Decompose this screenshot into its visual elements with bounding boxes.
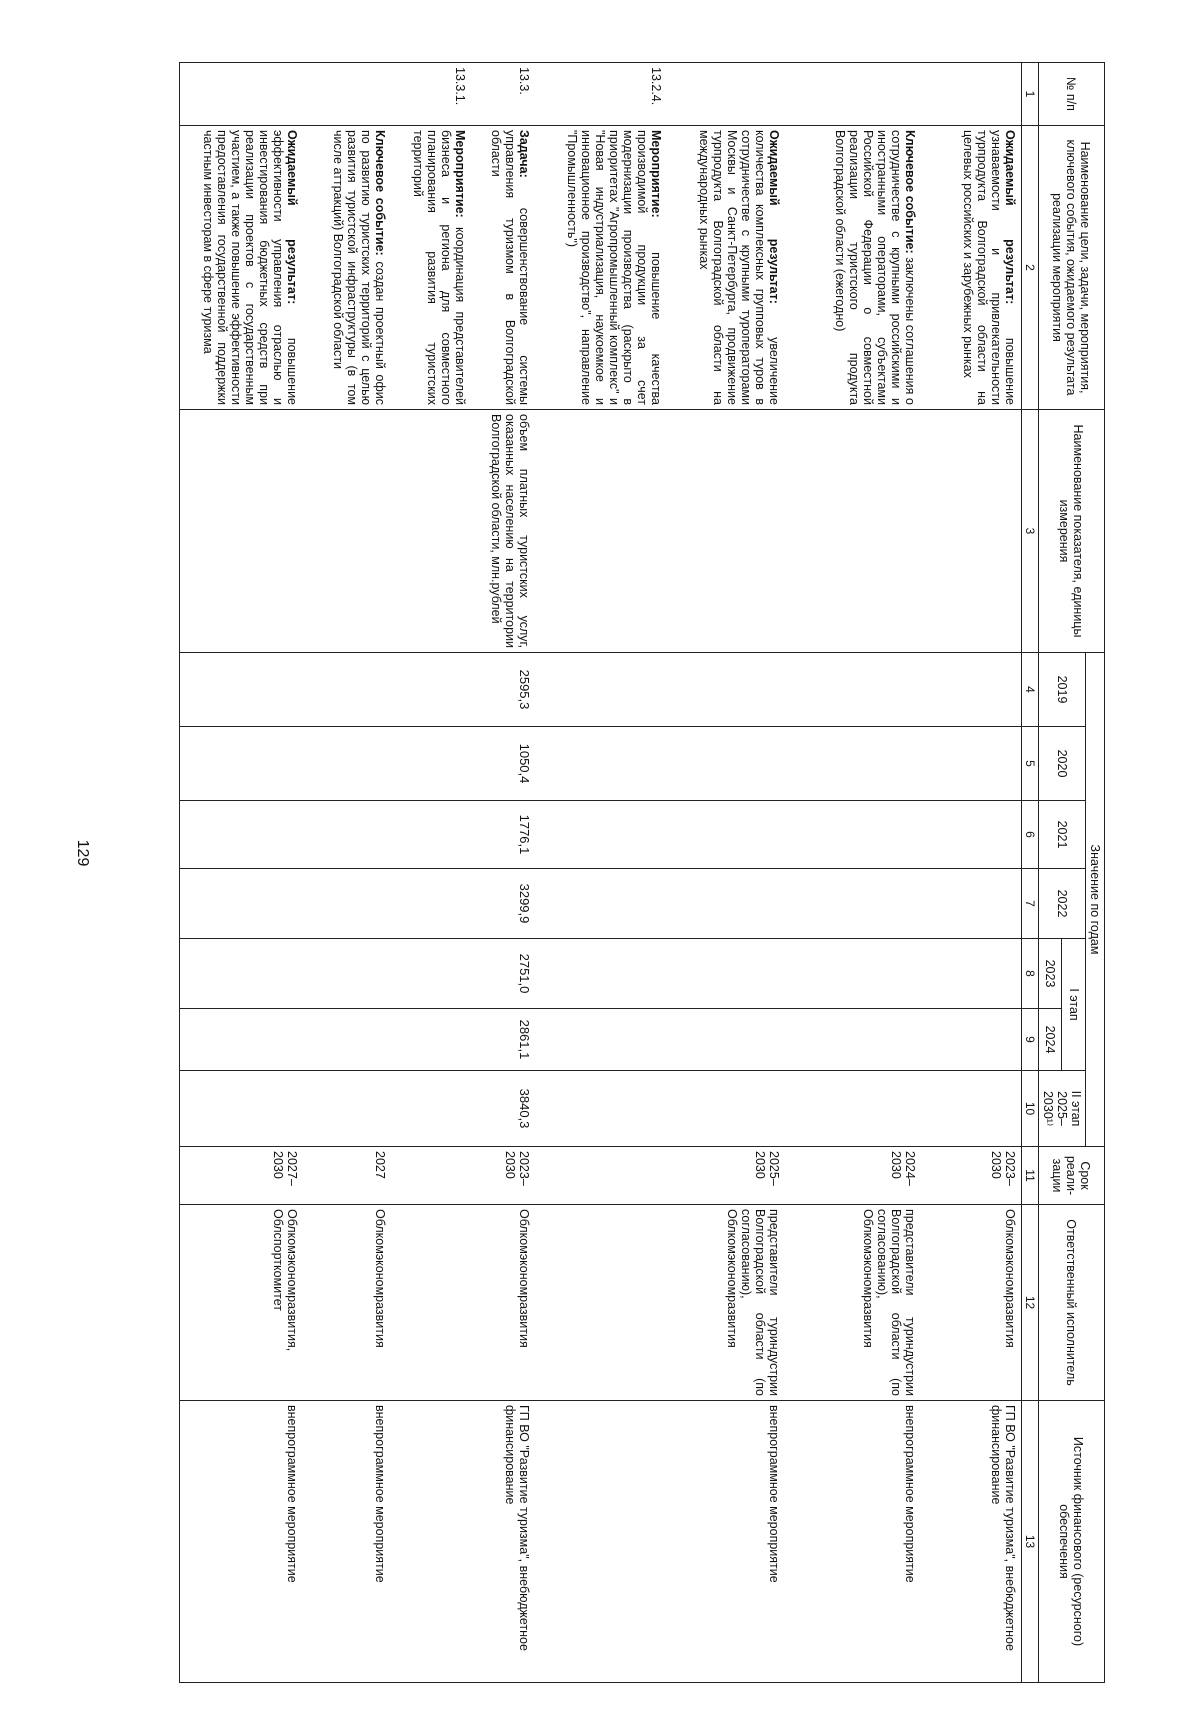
value-2021 — [392, 801, 472, 869]
page-number: 129 — [74, 839, 91, 867]
row-name — [668, 126, 786, 410]
value-2023 — [392, 939, 472, 1009]
col-number: 5 — [1022, 727, 1039, 801]
value-2024 — [536, 1009, 668, 1071]
value-2020 — [392, 727, 472, 801]
value-2021 — [668, 801, 786, 869]
row-exec: представители туриндустрии Волгоградской области (по согласованию), Облкомэкономразвития — [668, 1205, 786, 1401]
row-indicator — [304, 410, 392, 653]
col-number: 6 — [1022, 801, 1039, 869]
value-2022 — [786, 869, 922, 939]
value-2019 — [392, 653, 472, 727]
row-exec: представители туриндустрии Волгоградской области (по согласованию), Облкомэкономразвития — [786, 1205, 922, 1401]
value-2019 — [786, 653, 922, 727]
row-label: Ключевое событие: — [373, 130, 388, 256]
row-indicator — [922, 410, 1022, 653]
value-2025-2030 — [922, 1071, 1022, 1147]
row-exec: Облкомэкономразвития — [304, 1205, 392, 1401]
row-term: 2024–2030 — [786, 1147, 922, 1205]
row-label: Ключевое событие: — [903, 130, 918, 254]
row-term — [536, 1147, 668, 1205]
row-exec: Облкомэкономразвития, Облспорткомитет — [180, 1205, 304, 1401]
row-source: внепрограммное мероприятие — [304, 1401, 392, 1683]
header-2023: 2023 — [1039, 939, 1063, 1009]
row-term — [392, 1147, 472, 1205]
row-exec — [536, 1205, 668, 1401]
row-source — [536, 1401, 668, 1683]
value-2019 — [536, 653, 668, 727]
header-2024: 2024 — [1039, 1009, 1063, 1071]
value-2021 — [536, 801, 668, 869]
row-label: Мероприятие: — [649, 130, 664, 218]
value-2021: 1776,1 — [472, 801, 536, 869]
row-text: создан проектный офис по развитию туристских территорий с целью развития туристской инфраструктуры (в том числе аттракций) Волгоградской области — [331, 130, 388, 405]
header-exec: Ответственный исполнитель — [1039, 1205, 1105, 1401]
row-text: повышение качества производимой продукции за счет модернизации производства (раскрыто в приоритетах "Агропромышленный комплекс" и "Новая индустриализация, наукоемкое и инновационное производство", направление "Промышленность") — [565, 130, 664, 405]
row-num — [668, 63, 786, 126]
row-term: 2027 — [304, 1147, 392, 1205]
table-row — [392, 63, 472, 1683]
value-2023 — [786, 939, 922, 1009]
row-label: Ожидаемый результат: — [1003, 130, 1017, 305]
row-text: увеличение количества комплексных групповых туров в сотрудничестве с крупными туроператорами Москвы и Санкт-Петербурга, продвижение турпродукта Волгоградской области на международных рынках — [697, 130, 782, 405]
value-2023 — [922, 939, 1022, 1009]
value-2025-2030 — [392, 1071, 472, 1147]
value-2025-2030 — [304, 1071, 392, 1147]
value-2024 — [668, 1009, 786, 1071]
row-indicator — [180, 410, 304, 653]
header-2021: 2021 — [1039, 801, 1086, 869]
row-num: 13.2.4. — [536, 63, 668, 126]
table-row — [304, 63, 392, 1683]
value-2025-2030 — [668, 1071, 786, 1147]
row-indicator — [536, 410, 668, 653]
col-number: 1 — [1022, 63, 1039, 126]
value-2022 — [922, 869, 1022, 939]
value-2022 — [304, 869, 392, 939]
row-name — [786, 126, 922, 410]
row-name — [536, 126, 668, 410]
row-source: внепрограммное мероприятие — [668, 1401, 786, 1683]
value-2022 — [392, 869, 472, 939]
table-row — [536, 63, 668, 1683]
value-2021 — [922, 801, 1022, 869]
table-row — [786, 63, 922, 1683]
row-text: координация представителей бизнеса и региона для совместного планирования развития туристских территорий — [411, 130, 468, 405]
row-text: повышение эффективности управления отраслью и инвестирования бюджетных средств при реализации проектов с государственным участием, а также повышение эффективности предоставления государственной поддержки частным инвесторам в сфере туризма — [201, 130, 300, 406]
col-number: 2 — [1022, 126, 1039, 410]
value-2022: 3299,9 — [472, 869, 536, 939]
value-2019 — [668, 653, 786, 727]
row-name — [304, 126, 392, 410]
row-label: Ожидаемый результат: — [285, 130, 300, 305]
value-2020 — [180, 727, 304, 801]
row-num — [922, 63, 1022, 126]
row-indicator: объем платных туристских услуг, оказанных населению на территории Волгоградской области, млн.рублей — [472, 410, 536, 653]
col-number: 12 — [1022, 1205, 1039, 1401]
value-2019 — [922, 653, 1022, 727]
value-2022 — [536, 869, 668, 939]
col-number: 3 — [1022, 410, 1039, 653]
col-number: 7 — [1022, 869, 1039, 939]
value-2025-2030 — [786, 1071, 922, 1147]
value-2023: 2751,0 — [472, 939, 536, 1009]
value-2020 — [668, 727, 786, 801]
row-source: ГП ВО "Развитие туризма", внебюджетное финансирование — [472, 1401, 536, 1683]
table-row — [668, 63, 786, 1683]
header-num: № п/п — [1039, 63, 1105, 126]
row-num: 13.3.1. — [392, 63, 472, 126]
value-2024 — [786, 1009, 922, 1071]
value-2025-2030: 3840,3 — [472, 1071, 536, 1147]
col-number: 11 — [1022, 1147, 1039, 1205]
value-2024 — [922, 1009, 1022, 1071]
row-text: совершенствование системы управления туризмом в Волгоградской области — [489, 130, 532, 405]
row-exec: Облкомэкономразвития — [922, 1205, 1022, 1401]
row-exec: Облкомэкономразвития — [472, 1205, 536, 1401]
value-2022 — [180, 869, 304, 939]
value-2024: 2861,1 — [472, 1009, 536, 1071]
table-row — [472, 63, 536, 1683]
row-exec — [392, 1205, 472, 1401]
row-term: 2023–2030 — [472, 1147, 536, 1205]
value-2021 — [786, 801, 922, 869]
value-2020: 1050,4 — [472, 727, 536, 801]
row-term: 2025–2030 — [668, 1147, 786, 1205]
value-2019 — [304, 653, 392, 727]
col-number: 13 — [1022, 1401, 1039, 1683]
header-2020: 2020 — [1039, 727, 1086, 801]
header-values: Значение по годам — [1086, 653, 1105, 1147]
col-number: 9 — [1022, 1009, 1039, 1071]
value-2022 — [668, 869, 786, 939]
row-source: ГП ВО "Развитие туризма", внебюджетное финансирование — [922, 1401, 1022, 1683]
col-number: 10 — [1022, 1071, 1039, 1147]
value-2019: 2595,3 — [472, 653, 536, 727]
row-name — [922, 126, 1022, 410]
row-term: 2023–2030 — [922, 1147, 1022, 1205]
value-2020 — [922, 727, 1022, 801]
row-indicator — [668, 410, 786, 653]
row-label: Мероприятие: — [453, 130, 468, 218]
col-number: 4 — [1022, 653, 1039, 727]
value-2023 — [304, 939, 392, 1009]
header-stage1: I этап — [1062, 939, 1086, 1071]
row-num: 13.3. — [472, 63, 536, 126]
row-indicator — [392, 410, 472, 653]
value-2020 — [304, 727, 392, 801]
value-2021 — [180, 801, 304, 869]
value-2023 — [668, 939, 786, 1009]
row-num — [786, 63, 922, 126]
header-term: Срок реали-зации — [1039, 1147, 1105, 1205]
value-2025-2030 — [536, 1071, 668, 1147]
header-name: Наименование цели, задачи, мероприятия, ключевого события, ожидаемого результата реализации мероприятия — [1039, 126, 1105, 410]
table-row — [180, 63, 304, 1683]
header-stage2: II этап 2025–2030¹⁾ — [1039, 1071, 1086, 1147]
value-2024 — [180, 1009, 304, 1071]
plan-table — [179, 62, 1105, 1683]
header-source: Источник финансового (ресурсного) обеспечения — [1039, 1401, 1105, 1683]
row-text: повышение узнаваемости и привлекательности турпродукта Волгоградской области на целевых российских и зарубежных рынках — [961, 130, 1017, 406]
value-2024 — [304, 1009, 392, 1071]
value-2025-2030 — [180, 1071, 304, 1147]
header-2019: 2019 — [1039, 653, 1086, 727]
row-num — [180, 63, 304, 126]
value-2019 — [180, 653, 304, 727]
row-label: Ожидаемый результат: — [767, 130, 782, 304]
row-source — [392, 1401, 472, 1683]
value-2020 — [786, 727, 922, 801]
row-source: внепрограммное мероприятие — [180, 1401, 304, 1683]
value-2020 — [536, 727, 668, 801]
row-name — [472, 126, 536, 410]
rotated-table-area — [65, 62, 1105, 1682]
value-2024 — [392, 1009, 472, 1071]
col-number: 8 — [1022, 939, 1039, 1009]
header-2022: 2022 — [1039, 869, 1086, 939]
row-source: внепрограммное мероприятие — [786, 1401, 922, 1683]
row-indicator — [786, 410, 922, 653]
value-2021 — [304, 801, 392, 869]
row-num — [304, 63, 392, 126]
row-name — [392, 126, 472, 410]
value-2023 — [180, 939, 304, 1009]
row-label: Задача: — [517, 130, 532, 178]
row-text: заключены соглашения о сотрудничестве с крупными российскими и иностранными операторами, субъектами Российской Федерации о совместной реализации туристского продукта Волгоградской области (ежегодно) — [833, 130, 918, 405]
header-indicator: Наименование показателя, единицы измерения — [1039, 410, 1105, 653]
table-row — [922, 63, 1022, 1683]
value-2023 — [536, 939, 668, 1009]
row-term: 2027–2030 — [180, 1147, 304, 1205]
row-name — [180, 126, 304, 410]
